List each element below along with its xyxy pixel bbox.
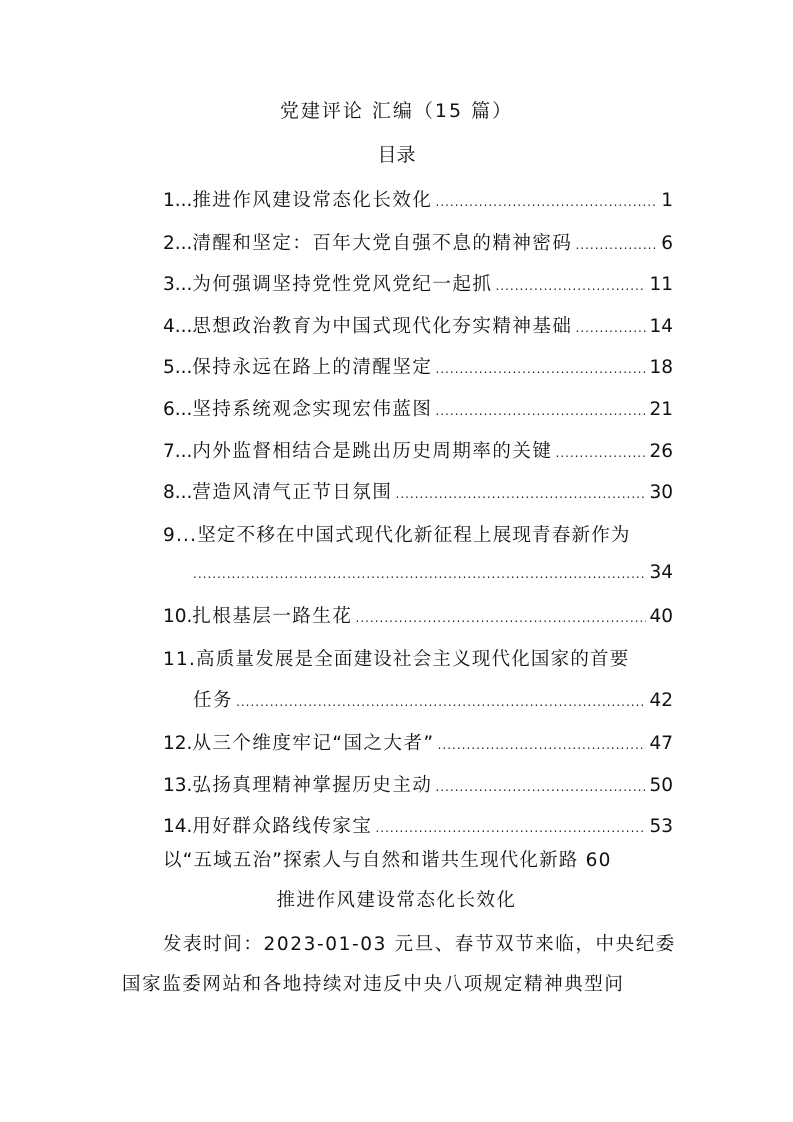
toc-number: 12. (163, 733, 193, 754)
toc-leader (575, 238, 658, 252)
toc-page-number: 53 (649, 816, 673, 837)
toc-leader (575, 321, 646, 335)
toc-entry-14[interactable] (163, 812, 673, 842)
toc-heading: 目录 (377, 144, 416, 166)
toc-title: 高质量发展是全面建设社会主义现代化国家的首要 (196, 649, 630, 670)
toc-number: 6... (163, 399, 193, 420)
toc-page-number: 18 (649, 357, 673, 378)
toc-page-number: 1 (661, 190, 673, 211)
document-title: 党建评论 汇编（15 篇） (279, 100, 514, 122)
toc-leader (395, 487, 646, 501)
toc-title: 思想政治教育为中国式现代化夯实精神基础 (192, 316, 573, 337)
toc-number: 4... (163, 316, 193, 337)
toc-leader (438, 738, 647, 752)
toc-leader (435, 780, 646, 794)
toc-entry-extra[interactable]: 以“五域五治”探索人与自然和谐共生现代化新路 60 (163, 850, 612, 871)
toc-leader (435, 362, 646, 376)
toc-title: 内外监督相结合是跳出历史周期率的关键 (192, 441, 553, 462)
body-paragraph-line: 发表时间：2023-01-03 元旦、春节双节来临，中央纪委 (163, 934, 676, 955)
toc-page-number: 26 (649, 441, 673, 462)
toc-number: 11. (163, 649, 197, 670)
toc-entry-6[interactable] (163, 395, 673, 425)
section-title: 推进作风建设常态化长效化 (276, 890, 517, 911)
toc-leader (375, 821, 646, 835)
toc-entry-2[interactable] (163, 229, 673, 259)
toc-page-number: 47 (649, 733, 673, 754)
toc-entry-12[interactable] (163, 729, 673, 759)
toc-title: 坚持系统观念实现宏伟蓝图 (192, 399, 433, 420)
toc-leader (236, 695, 646, 709)
toc-entry-1[interactable] (163, 186, 673, 216)
toc-number: 7... (163, 441, 193, 462)
toc-title: 弘扬真理精神掌握历史主动 (192, 775, 433, 796)
toc-title: 用好群众路线传家宝 (192, 816, 373, 837)
toc-page-number: 14 (649, 316, 673, 337)
toc-page-number: 30 (649, 482, 673, 503)
toc-entry-10[interactable] (163, 602, 673, 632)
toc-leader (495, 279, 646, 293)
toc-number: 13. (163, 775, 193, 796)
toc-entry-9[interactable] (163, 521, 683, 547)
toc-entry-13[interactable] (163, 771, 673, 801)
toc-page-number: 11 (649, 274, 673, 295)
toc-page-number: 34 (649, 562, 673, 583)
toc-number: 9... (163, 525, 198, 546)
toc-number: 8... (163, 482, 193, 503)
toc-leader (193, 567, 646, 581)
toc-number: 3... (163, 274, 193, 295)
toc-page-number: 40 (649, 606, 673, 627)
toc-leader (435, 195, 658, 209)
toc-title: 扎根基层一路生花 (192, 606, 353, 627)
toc-leader (555, 446, 646, 460)
toc-entry-4[interactable] (163, 312, 673, 342)
toc-page-number: 42 (649, 690, 673, 711)
toc-entry-5[interactable] (163, 353, 673, 383)
toc-entry-11-continuation[interactable] (193, 686, 673, 716)
toc-page-number: 50 (649, 775, 673, 796)
toc-number: 10. (163, 606, 193, 627)
toc-title: 营造风清气正节日氛围 (192, 482, 393, 503)
toc-title-continuation: 任务 (193, 690, 234, 711)
toc-entry-3[interactable] (163, 270, 673, 300)
toc-title: 从三个维度牢记“国之大者” (192, 733, 435, 754)
toc-entry-11[interactable] (163, 645, 683, 671)
toc-title: 保持永远在路上的清醒坚定 (192, 357, 433, 378)
toc-title: 坚定不移在中国式现代化新征程上展现青春新作为 (197, 525, 631, 546)
toc-number: 5... (163, 357, 193, 378)
toc-entry-8[interactable] (163, 478, 673, 508)
toc-number: 2... (163, 233, 193, 254)
toc-page-number: 21 (649, 399, 673, 420)
toc-title: 为何强调坚持党性党风党纪一起抓 (192, 274, 493, 295)
toc-title: 推进作风建设常态化长效化 (192, 190, 433, 211)
toc-entry-7[interactable] (163, 437, 673, 467)
body-paragraph-line: 国家监委网站和各地持续对违反中央八项规定精神典型问 (122, 974, 625, 995)
toc-number: 14. (163, 816, 193, 837)
toc-leader (435, 404, 646, 418)
toc-number: 1... (163, 190, 193, 211)
toc-leader (355, 611, 646, 625)
toc-entry-9-continuation[interactable] (193, 562, 673, 592)
toc-page-number: 6 (661, 233, 673, 254)
toc-title: 清醒和坚定：百年大党自强不息的精神密码 (192, 233, 573, 254)
